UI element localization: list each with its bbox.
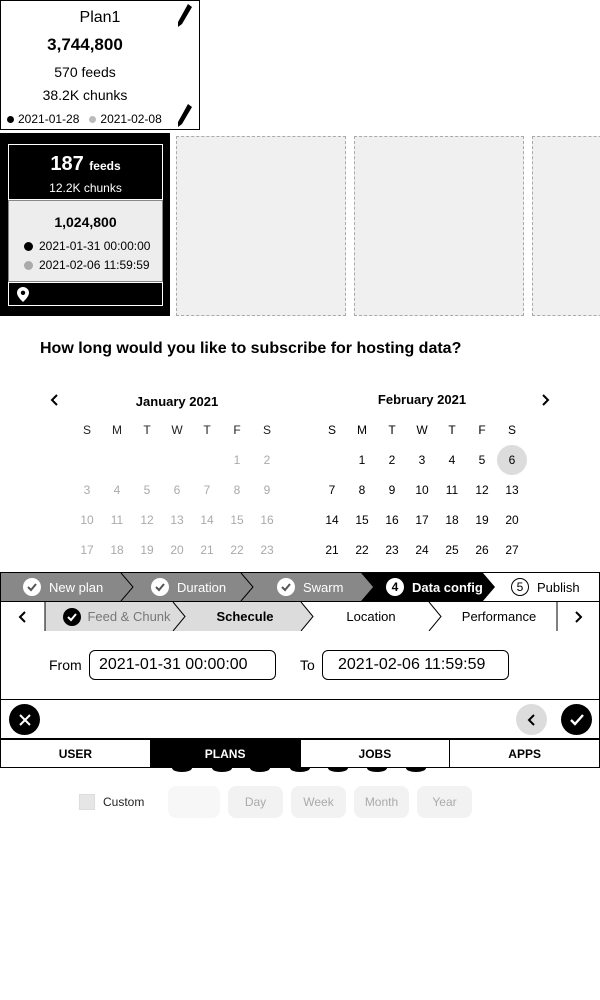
weekday-header: W xyxy=(416,423,428,437)
selected-card-footer[interactable] xyxy=(8,282,163,306)
calendar-day[interactable]: 23 xyxy=(260,543,274,557)
calendar-day[interactable]: 19 xyxy=(475,513,489,527)
step-number: 5 xyxy=(511,578,529,596)
step-label: Publish xyxy=(537,579,580,595)
nav-apps[interactable]: APPS xyxy=(450,739,600,768)
calendar-day[interactable]: 20 xyxy=(505,513,519,527)
duration-question: How long would you like to subscribe for hosting data? xyxy=(40,340,462,357)
calendar-day[interactable]: 17 xyxy=(415,513,429,527)
calendar-day[interactable]: 26 xyxy=(475,543,489,557)
calendar-day[interactable]: 3 xyxy=(83,483,91,497)
calendar-empty-cell xyxy=(317,445,347,475)
close-icon xyxy=(19,714,31,726)
weekday-header: M xyxy=(112,423,122,437)
check-icon xyxy=(151,578,169,596)
calendar-day[interactable]: 15 xyxy=(355,513,369,527)
plan-date-end: 2021-02-08 xyxy=(100,112,162,126)
end-dot-icon xyxy=(24,261,33,270)
selected-feeds-count: 187 xyxy=(50,153,84,175)
calendar-empty-cell xyxy=(162,445,192,475)
check-icon xyxy=(569,713,585,727)
calendar-day[interactable]: 8 xyxy=(358,483,366,497)
calendar-day[interactable]: 11 xyxy=(445,483,459,497)
custom-label: Custom xyxy=(103,795,145,809)
prev-month-chevron-icon[interactable] xyxy=(48,393,62,407)
option-week[interactable]: Week xyxy=(291,786,346,818)
plan-date-start: 2021-01-28 xyxy=(18,112,80,126)
swarm-card-placeholder[interactable] xyxy=(176,136,346,316)
selected-from-value: 2021-01-31 00:00:00 xyxy=(39,239,151,253)
weekday-header: M xyxy=(357,423,367,437)
calendar-day[interactable]: 4 xyxy=(448,453,456,467)
subtab-label: Schecule xyxy=(216,609,274,624)
calendar-day[interactable]: 21 xyxy=(325,543,339,557)
to-datetime-input[interactable]: 2021-02-06 11:59:59 xyxy=(322,650,509,680)
selected-to xyxy=(24,258,150,272)
calendar-day[interactable]: 2 xyxy=(263,453,271,467)
selected-from xyxy=(24,239,150,253)
selected-card-details xyxy=(8,200,163,282)
check-icon xyxy=(63,608,81,626)
edit-pencil-icon[interactable] xyxy=(175,103,193,129)
weekday-header: S xyxy=(262,423,271,437)
selected-price: 1,024,800 xyxy=(54,214,117,230)
subtab-prev-button[interactable] xyxy=(1,602,45,631)
calendar-january xyxy=(72,415,282,565)
weekday-header: W xyxy=(171,423,183,437)
calendar-day[interactable]: 9 xyxy=(388,483,396,497)
selected-to-value: 2021-02-06 11:59:59 xyxy=(39,258,150,272)
calendar-day[interactable]: 16 xyxy=(260,513,274,527)
next-month-chevron-icon[interactable] xyxy=(538,393,552,407)
calendar-left-title: January 2021 xyxy=(135,394,219,409)
edit-pencil-icon[interactable] xyxy=(175,3,193,29)
calendar-empty-cell xyxy=(102,445,132,475)
chevron-left-icon xyxy=(16,610,30,624)
subtab-label: Feed & Chunk xyxy=(87,609,171,624)
calendar-empty-cell xyxy=(192,445,222,475)
confirm-button[interactable] xyxy=(561,704,592,735)
calendar-day[interactable]: 10 xyxy=(415,483,429,497)
subtab-label: Performance xyxy=(461,609,537,624)
weekday-header: S xyxy=(82,423,91,437)
step-label: New plan xyxy=(49,579,104,595)
step-label: Swarm xyxy=(303,579,344,595)
weekday-header: T xyxy=(203,423,211,437)
calendar-day[interactable]: 27 xyxy=(505,543,519,557)
custom-duration-input[interactable] xyxy=(168,786,220,818)
option-year[interactable]: Year xyxy=(417,786,472,818)
calendar-february xyxy=(317,415,527,565)
selected-chunks: 12.2K chunks xyxy=(49,181,122,195)
chevron-right-icon xyxy=(571,610,585,624)
calendar-day[interactable]: 20 xyxy=(170,543,184,557)
calendar-day[interactable]: 22 xyxy=(230,543,244,557)
calendar-day[interactable]: 12 xyxy=(475,483,489,497)
wizard-steps xyxy=(0,572,600,602)
calendar-day[interactable]: 9 xyxy=(263,483,271,497)
weekday-header: T xyxy=(448,423,456,437)
weekday-header: S xyxy=(327,423,336,437)
config-subtabs xyxy=(0,601,600,632)
end-dot-icon xyxy=(89,116,96,123)
calendar-day[interactable]: 7 xyxy=(203,483,211,497)
subtab-label: Location xyxy=(346,609,396,624)
plan-card[interactable] xyxy=(0,0,200,130)
calendar-day[interactable]: 21 xyxy=(200,543,214,557)
step-label: Duration xyxy=(177,579,227,595)
check-icon xyxy=(277,578,295,596)
option-month[interactable]: Month xyxy=(354,786,409,818)
calendar-day[interactable]: 19 xyxy=(140,543,154,557)
weekday-header: T xyxy=(388,423,396,437)
cancel-button[interactable] xyxy=(9,704,40,735)
calendar-day[interactable]: 4 xyxy=(113,483,121,497)
chevron-left-icon xyxy=(526,714,538,726)
calendar-day[interactable]: 10 xyxy=(80,513,94,527)
calendar-day[interactable]: 2 xyxy=(388,453,396,467)
weekday-header: F xyxy=(233,423,241,437)
calendar-day[interactable]: 11 xyxy=(110,513,124,527)
calendar-day[interactable]: 13 xyxy=(170,513,184,527)
plan-name: Plan1 xyxy=(79,9,121,26)
step-swarm[interactable] xyxy=(277,573,343,601)
from-datetime-input[interactable]: 2021-01-31 00:00:00 xyxy=(89,650,276,680)
calendar-day[interactable]: 3 xyxy=(418,453,426,467)
weekday-header: S xyxy=(507,423,516,437)
from-label: From xyxy=(49,657,82,673)
selected-card-header[interactable] xyxy=(8,144,163,200)
nav-plans[interactable]: PLANS xyxy=(151,739,301,768)
swarm-card-placeholder[interactable] xyxy=(354,136,524,316)
location-pin-icon[interactable] xyxy=(17,287,29,302)
weekday-header: F xyxy=(478,423,486,437)
weekday-header: T xyxy=(143,423,151,437)
calendar-day[interactable]: 7 xyxy=(328,483,336,497)
calendar-day[interactable]: 22 xyxy=(355,543,369,557)
subtab-next-button[interactable] xyxy=(557,602,599,631)
calendar-day[interactable]: 1 xyxy=(358,453,366,467)
selected-feeds-unit: feeds xyxy=(89,159,121,173)
back-button[interactable] xyxy=(516,704,547,735)
bottom-nav xyxy=(0,739,600,768)
start-dot-icon xyxy=(7,116,14,123)
hidden-dots-row xyxy=(170,768,430,772)
calendar-day[interactable]: 17 xyxy=(80,543,94,557)
plan-feeds: 570 feeds xyxy=(54,64,116,80)
swarm-card-placeholder[interactable] xyxy=(532,136,600,316)
calendar-day[interactable]: 15 xyxy=(230,513,244,527)
step-duration[interactable] xyxy=(151,573,226,601)
calendar-day[interactable]: 14 xyxy=(200,513,214,527)
date-range-panel xyxy=(0,631,600,700)
plan-amount: 3,744,800 xyxy=(47,35,123,54)
calendar-empty-cell xyxy=(132,445,162,475)
option-day[interactable]: Day xyxy=(228,786,283,818)
subtab-location[interactable] xyxy=(313,602,429,631)
step-publish[interactable] xyxy=(511,573,580,601)
subtab-schedule[interactable] xyxy=(185,602,305,631)
calendar-right-title: February 2021 xyxy=(377,392,467,407)
calendar-day[interactable]: 16 xyxy=(385,513,399,527)
calendar-day[interactable]: 8 xyxy=(233,483,241,497)
step-data-config[interactable] xyxy=(386,573,483,601)
nav-user[interactable]: USER xyxy=(0,739,151,768)
to-label: To xyxy=(300,657,315,673)
calendar-day[interactable]: 25 xyxy=(445,543,459,557)
subtab-performance[interactable] xyxy=(441,602,557,631)
calendar-day[interactable]: 24 xyxy=(415,543,429,557)
action-bar xyxy=(0,699,600,739)
calendar-day[interactable]: 18 xyxy=(110,543,124,557)
nav-jobs[interactable]: JOBS xyxy=(301,739,451,768)
calendar-day[interactable]: 5 xyxy=(478,453,486,467)
calendar-empty-cell xyxy=(72,445,102,475)
start-dot-icon xyxy=(24,242,33,251)
step-label: Data config xyxy=(412,579,483,595)
subtab-feed-chunk[interactable] xyxy=(57,602,177,631)
selected-feeds xyxy=(9,153,162,176)
calendar-day[interactable]: 18 xyxy=(445,513,459,527)
step-new-plan[interactable] xyxy=(23,573,103,601)
calendar-day[interactable]: 6 xyxy=(173,483,181,497)
calendar-day[interactable]: 1 xyxy=(233,453,241,467)
plan-chunks: 38.2K chunks xyxy=(42,87,128,103)
calendar-day[interactable]: 14 xyxy=(325,513,339,527)
plan-date-range xyxy=(7,112,162,126)
check-icon xyxy=(23,578,41,596)
custom-checkbox[interactable] xyxy=(79,794,95,810)
calendar-day[interactable]: 12 xyxy=(140,513,154,527)
calendar-day[interactable]: 13 xyxy=(505,483,519,497)
calendar-day[interactable]: 5 xyxy=(143,483,151,497)
step-number: 4 xyxy=(386,578,404,596)
calendar-day[interactable]: 23 xyxy=(385,543,399,557)
calendar-day[interactable]: 6 xyxy=(497,445,527,475)
